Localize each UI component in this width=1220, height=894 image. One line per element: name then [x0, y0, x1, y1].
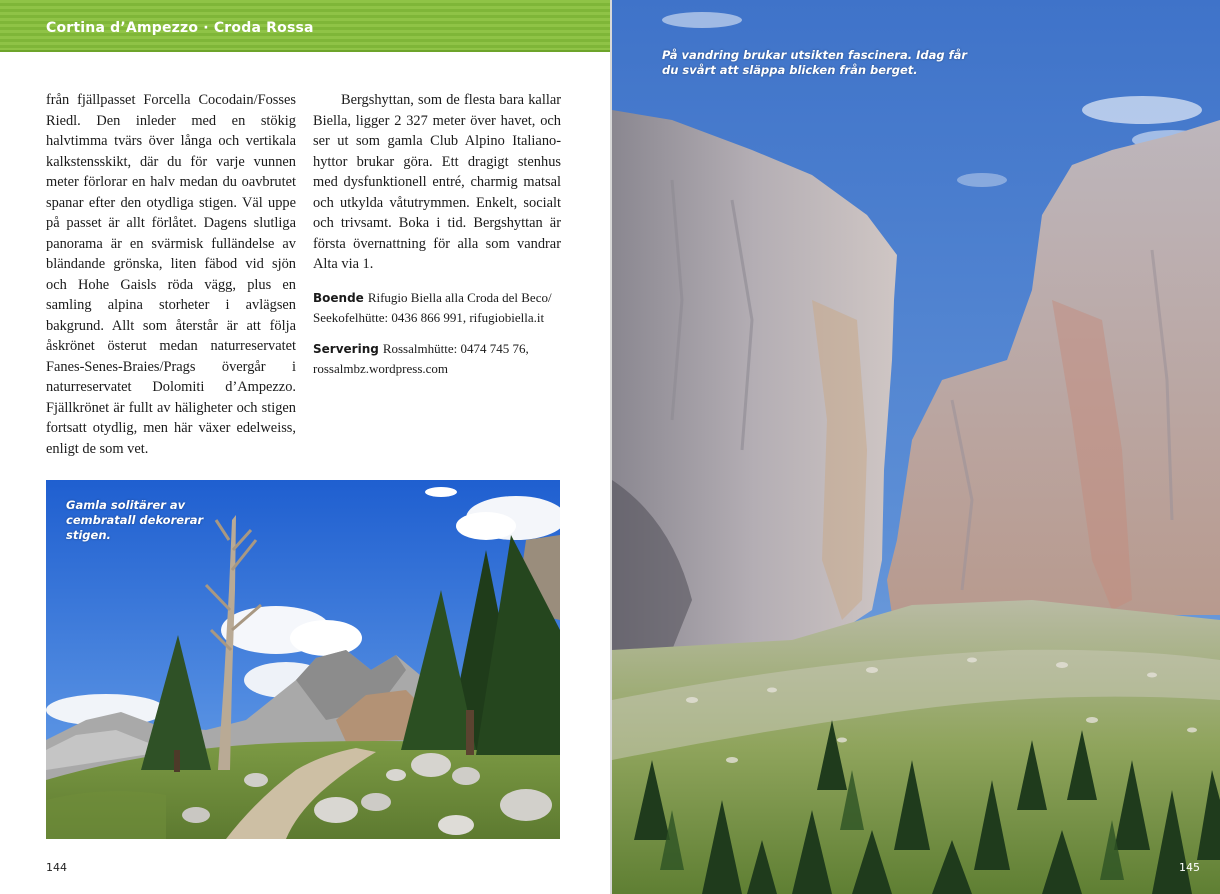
right-page	[612, 0, 1220, 894]
page-number-right: 145	[1179, 861, 1200, 874]
text-column-2	[313, 90, 561, 379]
lodging-label: Boende	[313, 290, 364, 305]
text-column-1	[46, 90, 296, 459]
body-text: Bergshyttan, som de flesta bara kallar Biella, ligger 2 327 meter över havet, och ser ut som gamla Club Alpino Italiano-hyttor brukar göra. Ett dragigt stenhus med dysfunktionell entré, charmig matsal och utkylda våtutrymmen. Enkelt, socialt och trivsamt. Boka i tid. Bergshyttan är första övernattning för alla som vandrar Alta via 1.	[313, 92, 561, 272]
dining-label: Servering	[313, 341, 379, 356]
lodging-info	[313, 288, 561, 328]
page-number-left: 144	[46, 861, 67, 874]
dining-info	[313, 339, 561, 379]
mountain-photo	[612, 0, 1220, 894]
chapter-header-band	[0, 0, 610, 52]
body-text: från fjällpasset Forcella Cocodain/Fosses Riedl. Den inleder med en stökig halvtimma tvärs över långa och vertikala kalkstensskikt, där du för varje vunnen meter förlorar en halv medan du oavbrutet spanar efter den otydliga stigen. Väl uppe på passet är allt förlåtet. Dagens slutliga panorama är en svärmisk fulländelse av bländande grönska, liten fäbod vid sjön och Hohe Gaisls röda vägg, plus en samling alpina storheter i avlägsen bakgrund. Allt som återstår är att följa åskrönet österut medan naturreservatet Fanes-Senes-Braies/Prags övergår i naturreservatet Dolomiti d’Ampezzo. Fjällkrönet är fullt av häligheter och stigen fortsatt otydlig, men här växer edelweiss, enligt de som vet.	[46, 92, 296, 457]
chapter-title: Cortina d’Ampezzo · Croda Rossa	[46, 20, 314, 36]
dining-text: Rossalmhütte: 0474 745 76, rossalmbz.wordpress.com	[313, 340, 529, 376]
mountain-photo-illustration	[612, 0, 1220, 894]
trail-photo-caption: Gamla solitärer av cembratall dekorerar stigen.	[66, 498, 204, 542]
trail-photo	[46, 480, 560, 839]
mountain-photo-caption: På vandring brukar utsikten fascinera. Idag får du svårt att släppa blicken från berget.	[662, 48, 968, 77]
lodging-text: Rifugio Biella alla Croda del Beco/ Seekofelhütte: 0436 866 991, rifugiobiella.it	[313, 289, 552, 325]
